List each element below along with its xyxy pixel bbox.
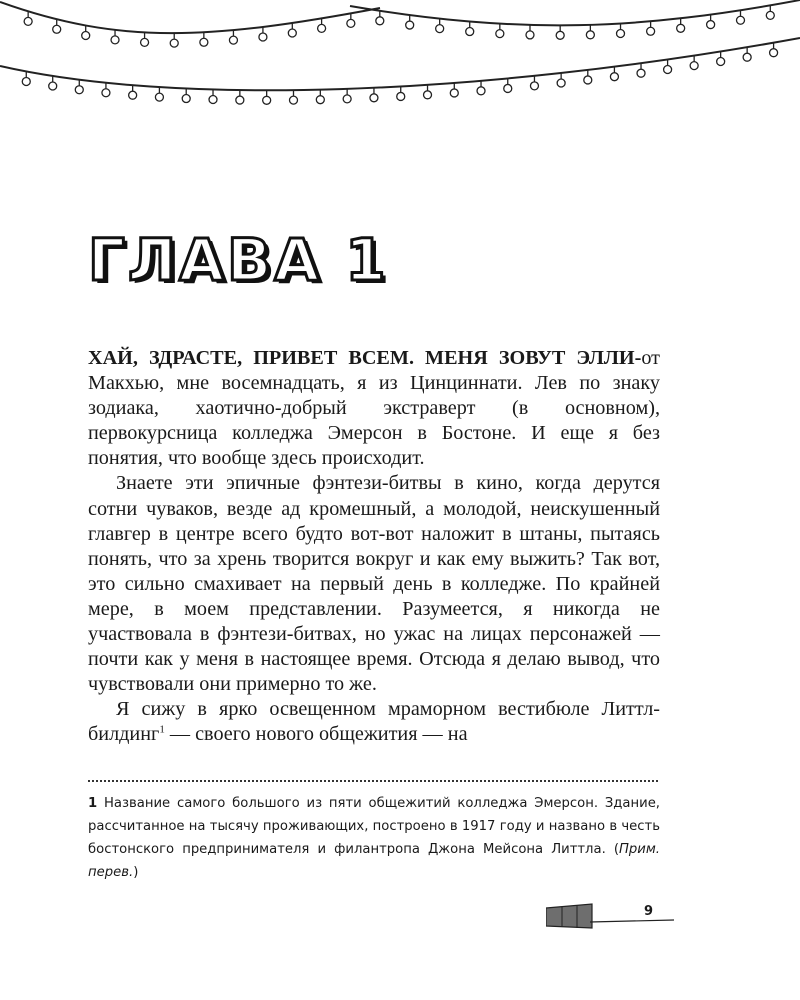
light-bulb (526, 31, 534, 39)
light-bulb (504, 84, 512, 92)
footnote-divider (88, 780, 658, 782)
light-bulb (111, 36, 119, 44)
footnote-marker[interactable]: 1 (159, 723, 165, 736)
light-bulb (347, 19, 355, 27)
light-bulb (496, 30, 504, 38)
light-bulb (182, 95, 190, 103)
light-bulb (584, 76, 592, 84)
paragraph-3-text: Я сижу в ярко освещенном мраморном вестибюле Литтл-билдинг (88, 698, 660, 746)
light-bulb (424, 91, 432, 99)
light-bulb (586, 31, 594, 39)
paragraph-1 (88, 346, 660, 471)
light-bulb (49, 82, 57, 90)
light-bulb (200, 38, 208, 46)
light-bulb (770, 49, 778, 57)
light-bulb (53, 25, 61, 33)
light-bulb (22, 77, 30, 85)
light-bulb (436, 25, 444, 33)
paragraph-2: Знаете эти эпичные фэнтези-битвы в кино, когда дерутся сотни чуваков, везде ад кромешный, а молодой, неискушенный главгер в центре всего будто вот-вот наложит в штаны, пытаясь понять, что за хрень творится вокруг и как ему выжить? Так вот, это сильно смахивает на первый день в колледже. По крайней мере, в моем представлении. Разумеется, я никогда не участвовала в фэнтези-битвах, но ужас на лицах персонажей — почти как у меня в настоящее время. Отсюда я делаю вывод, что чувствовали они примерно то же. (88, 472, 660, 696)
light-bulb (259, 33, 267, 41)
footnote-text: Название самого большого из пяти общежитий колледжа Эмерсон. Здание, рассчитанное на тысячу проживающих, построено в 1917 году и названо в честь бостонского предпринимателя и филантропа Джона Мейсона Литтла. ( (88, 796, 660, 857)
light-bulb (530, 82, 538, 90)
light-bulb (737, 16, 745, 24)
light-bulb (170, 39, 178, 47)
light-bulb (743, 53, 751, 61)
translator-note: Прим. перев. (88, 842, 660, 880)
light-bulb (343, 95, 351, 103)
light-bulb (637, 69, 645, 77)
footer-ornament (546, 898, 676, 932)
light-bulb (557, 79, 565, 87)
footnote-number: 1 (88, 796, 98, 811)
light-bulb (766, 11, 774, 19)
light-bulb (376, 17, 384, 25)
light-bulb (450, 89, 458, 97)
light-bulb (289, 96, 297, 104)
light-bulb (155, 93, 163, 101)
light-bulb (690, 62, 698, 70)
light-bulb (75, 86, 83, 94)
light-bulb (556, 31, 564, 39)
light-bulb (24, 17, 32, 25)
light-bulb (397, 92, 405, 100)
light-bulb (617, 29, 625, 37)
light-bulb (316, 96, 324, 104)
footnote (88, 792, 660, 884)
light-bulb (647, 27, 655, 35)
light-bulb (717, 58, 725, 66)
light-bulb (263, 96, 271, 104)
light-bulb (406, 21, 414, 29)
page-number: 9 (644, 904, 654, 919)
light-bulb (129, 91, 137, 99)
chapter-body (88, 346, 660, 748)
paragraph-1-text: от Макхью, мне восемнадцать, я из Цинциннати. Лев по знаку зодиака, хаотично-добрый экстраверт (в основном), первокурсница колледжа Эмерсон в Бостоне. И еще я без понятия, что вообще здесь происходит. (88, 347, 660, 470)
light-bulb (664, 66, 672, 74)
light-bulb (477, 87, 485, 95)
light-bulb (370, 94, 378, 102)
paragraph-3 (88, 697, 660, 747)
light-bulb (677, 24, 685, 32)
chapter-title: ГЛАВА 1 (88, 226, 389, 294)
light-bulb (707, 21, 715, 29)
light-bulb (229, 36, 237, 44)
light-bulb (288, 29, 296, 37)
footnote-close: ) (133, 865, 139, 880)
light-bulb (209, 96, 217, 104)
lead-in-caps: ХАЙ, ЗДРАСТЕ, ПРИВЕТ ВСЕМ. МЕНЯ ЗОВУТ ЭЛЛИ- (88, 347, 642, 369)
light-bulb (318, 24, 326, 32)
light-bulb (610, 73, 618, 81)
light-bulb (82, 32, 90, 40)
light-bulb (466, 28, 474, 36)
light-bulb (141, 38, 149, 46)
light-bulb (236, 96, 244, 104)
string-lights-decoration (0, 0, 800, 110)
light-bulb (102, 89, 110, 97)
paragraph-3-continuation: — своего нового общежития — на (164, 723, 468, 746)
